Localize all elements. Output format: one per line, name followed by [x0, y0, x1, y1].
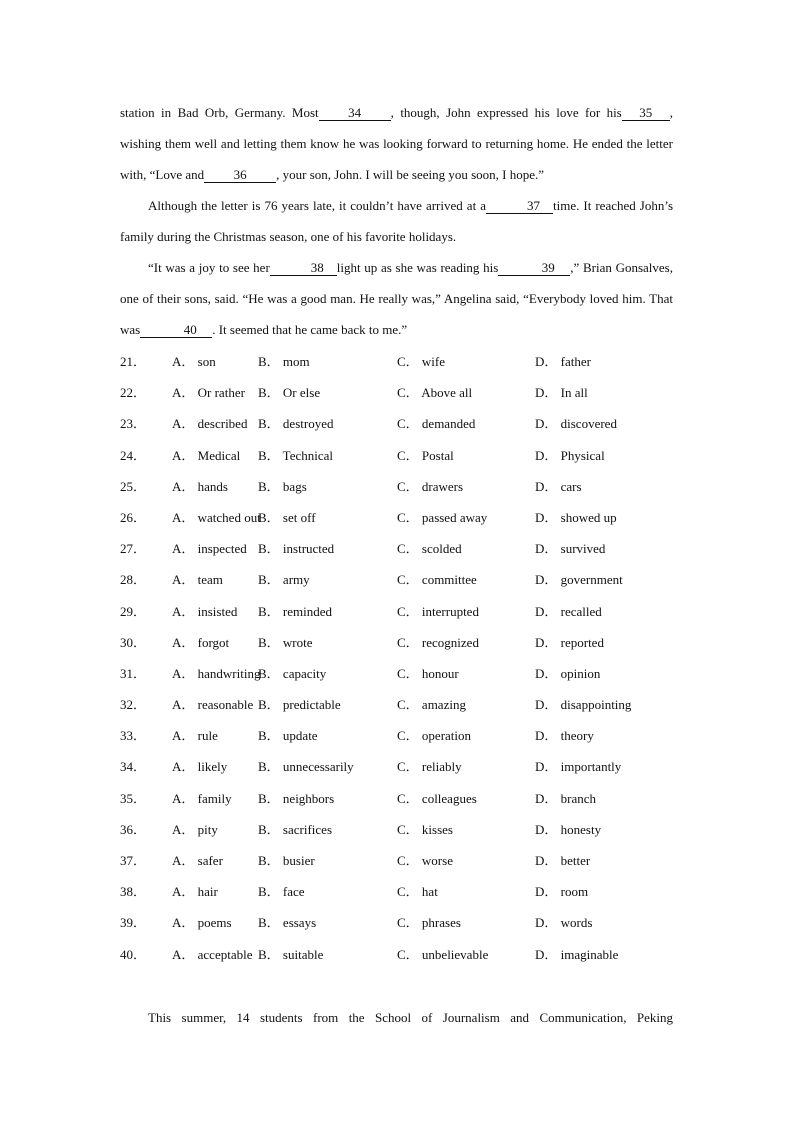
option-row [120, 596, 680, 627]
blank-34: 34 [319, 106, 391, 121]
option-c: C． phrases [397, 915, 461, 931]
question-number: 28． [120, 572, 147, 588]
question-number: 30． [120, 634, 147, 650]
option-a: A． forgot [172, 634, 230, 650]
option-row [120, 502, 680, 533]
option-b: B． instructed [258, 541, 335, 557]
option-a: A． described [172, 416, 248, 432]
option-a: A． Medical [172, 447, 241, 463]
option-d: D． government [535, 572, 623, 588]
option-a: A． team [172, 572, 223, 588]
question-number: 31． [120, 665, 147, 681]
question-number: 32． [120, 697, 147, 713]
option-b: B． unnecessarily [258, 759, 354, 775]
option-b: B． suitable [258, 946, 324, 962]
option-d: D． room [535, 884, 589, 900]
question-number: 39． [120, 915, 147, 931]
option-row [120, 658, 680, 689]
option-row [120, 627, 680, 658]
option-b: B． mom [258, 354, 310, 369]
option-c: C． amazing [397, 697, 466, 713]
option-c: C． hat [397, 884, 438, 900]
option-d: D． discovered [535, 416, 617, 432]
blank-37: 37 [486, 199, 553, 214]
option-d: D． In all [535, 385, 588, 401]
option-b: B． Or else [258, 385, 321, 401]
question-number: 38． [120, 884, 147, 900]
option-c: C． Postal [397, 447, 454, 463]
option-c: C． reliably [397, 759, 462, 775]
option-a: A． poems [172, 915, 232, 931]
option-b: B． predictable [258, 697, 341, 713]
question-number: 26． [120, 509, 147, 525]
option-a: A． rule [172, 728, 218, 744]
option-a: A． family [172, 790, 232, 806]
question-number: 22． [120, 385, 147, 401]
option-row [120, 783, 680, 814]
option-d: D． opinion [535, 665, 601, 681]
option-b: B． neighbors [258, 790, 335, 806]
option-d: D． honesty [535, 821, 602, 837]
question-number: 36． [120, 821, 147, 837]
question-number: 23． [120, 416, 147, 432]
option-d: D． words [535, 915, 593, 931]
option-b: B． bags [258, 478, 307, 494]
option-c: C． unbelievable [397, 946, 489, 962]
option-d: D． reported [535, 634, 604, 650]
option-row [120, 564, 680, 595]
option-row [120, 751, 680, 782]
question-number: 33． [120, 728, 147, 744]
option-a: A． watched out [172, 509, 261, 525]
option-d: D． showed up [535, 509, 617, 525]
option-a: A． reasonable [172, 697, 254, 713]
option-a: A． handwriting [172, 665, 261, 681]
option-d: D． better [535, 853, 591, 868]
option-c: C． passed away [397, 509, 488, 525]
option-d: D． survived [535, 541, 606, 557]
passage-text: ,” Brian Gonsalves, one of their sons, said. “He was a good man. He really was,” Angelina said, “Everybody loved him. That was [120, 260, 673, 338]
option-a: A． inspected [172, 541, 247, 557]
option-d: D． imaginable [535, 946, 619, 962]
question-number: 35． [120, 790, 147, 806]
option-a: A． insisted [172, 603, 238, 619]
option-c: C． colleagues [397, 790, 477, 806]
passage-text: , wishing them well and letting them know he was looking forward to returning home. He ended the letter with, “Love and [120, 105, 673, 183]
option-row [120, 907, 680, 938]
passage-paragraph-1 [120, 97, 673, 191]
option-row [120, 377, 680, 408]
passage-text: light up as she was reading his [336, 260, 499, 275]
option-c: C． scolded [397, 541, 462, 557]
option-b: B． essays [258, 915, 317, 931]
option-a: A． likely [172, 759, 228, 775]
option-b: B． capacity [258, 665, 327, 681]
option-d: D． importantly [535, 759, 622, 775]
option-b: B． face [258, 884, 305, 900]
option-c: C． operation [397, 728, 472, 744]
passage-text: , though, John expressed his love for his [390, 105, 622, 120]
option-b: B． reminded [258, 603, 333, 619]
option-b: B． army [258, 572, 310, 588]
blank-35: 35 [622, 106, 670, 121]
passage-paragraph-2 [120, 190, 673, 252]
option-row [120, 471, 680, 502]
blank-40: 40 [140, 323, 212, 338]
option-c: C． kisses [397, 821, 453, 837]
option-b: B． wrote [258, 634, 313, 650]
passage-text: time. It reached John’s family during the Christmas season, one of his favorite holidays. [120, 198, 674, 245]
option-a: A． safer [172, 853, 223, 868]
option-row [120, 440, 680, 471]
option-d: D． branch [535, 790, 597, 806]
option-d: D． cars [535, 478, 582, 494]
option-a: A． acceptable [172, 946, 253, 962]
option-d: D． father [535, 354, 591, 369]
blank-39: 39 [498, 261, 570, 276]
question-number: 40． [120, 946, 147, 962]
option-a: A． pity [172, 821, 218, 837]
blank-38: 38 [270, 261, 337, 276]
passage-text: Although the letter is 76 years late, it couldn’t have arrived at a [148, 198, 486, 213]
option-b: B． Technical [258, 447, 334, 463]
passage-paragraph-3 [120, 252, 673, 346]
passage-text: station in Bad Orb, Germany. Most [120, 105, 319, 120]
option-row [120, 876, 680, 907]
option-b: B． busier [258, 853, 315, 868]
option-a: A． hands [172, 478, 228, 494]
option-c: C． committee [397, 572, 477, 588]
option-d: D． recalled [535, 603, 602, 619]
question-number: 34． [120, 759, 147, 775]
option-row [120, 346, 680, 377]
question-number: 37． [120, 853, 147, 868]
passage-text: “It was a joy to see her [148, 260, 270, 275]
option-row [120, 533, 680, 564]
option-row [120, 814, 680, 845]
option-c: C． honour [397, 665, 459, 681]
option-b: B． destroyed [258, 416, 334, 432]
option-row [120, 939, 680, 970]
option-row [120, 845, 680, 876]
option-b: B． sacrifices [258, 821, 333, 837]
option-c: C． interrupted [397, 603, 479, 619]
option-b: B． set off [258, 509, 316, 525]
option-c: C． Above all [397, 385, 473, 401]
question-number: 24． [120, 447, 147, 463]
option-a: A． hair [172, 884, 218, 900]
option-d: D． disappointing [535, 697, 632, 713]
option-c: C． recognized [397, 634, 479, 650]
passage-text: , your son, John. I will be seeing you soon, I hope.” [276, 167, 545, 183]
option-row [120, 408, 680, 439]
question-number: 27． [120, 541, 147, 557]
option-row [120, 720, 680, 751]
option-c: C． drawers [397, 478, 464, 494]
next-passage-first-line: This summer, 14 students from the School of Journalism and Communication, Peking [148, 1010, 673, 1025]
question-number: 21． [120, 354, 147, 369]
option-b: B． update [258, 728, 318, 744]
option-d: D． Physical [535, 447, 605, 463]
question-number: 29． [120, 603, 147, 619]
option-d: D． theory [535, 728, 594, 744]
option-c: C． wife [397, 354, 446, 369]
question-number: 25． [120, 478, 147, 494]
answer-options-list [120, 346, 680, 970]
option-row [120, 689, 680, 720]
option-a: A． Or rather [172, 385, 245, 401]
option-a: A． son [172, 354, 216, 369]
option-c: C． worse [397, 853, 453, 868]
option-c: C． demanded [397, 416, 476, 432]
blank-36: 36 [204, 168, 276, 183]
passage-text: . It seemed that he came back to me.” [212, 322, 408, 338]
